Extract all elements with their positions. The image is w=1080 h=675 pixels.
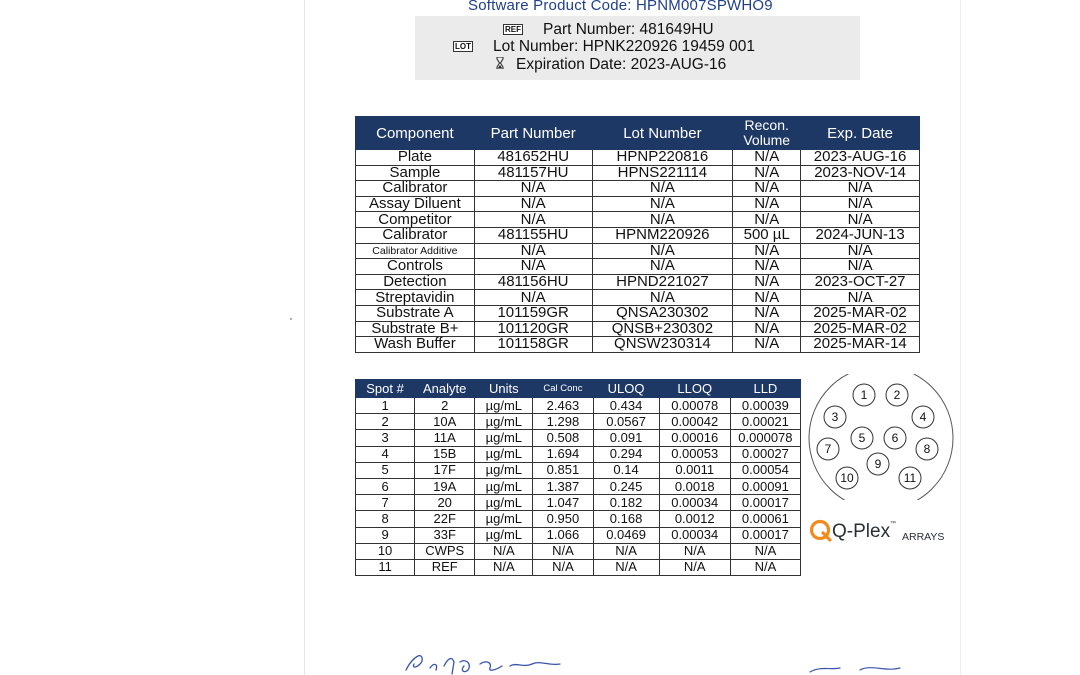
col-recon-volume: Recon. Volume bbox=[733, 117, 801, 150]
table-cell: 500 µL bbox=[733, 227, 801, 243]
col-lot-number: Lot Number bbox=[592, 117, 733, 150]
table-cell: QNSA230302 bbox=[592, 305, 733, 321]
table-cell: 10A bbox=[415, 414, 475, 430]
table-cell: HPNM220926 bbox=[592, 227, 733, 243]
spot-header-row bbox=[356, 380, 801, 398]
table-cell: N/A bbox=[474, 212, 592, 228]
table-cell: 0.00039 bbox=[730, 398, 800, 414]
table-cell: Streptavidin bbox=[356, 290, 475, 306]
table-cell: N/A bbox=[592, 196, 733, 212]
table-cell: Calibrator bbox=[356, 227, 475, 243]
table-cell: 0.245 bbox=[593, 478, 659, 494]
expiration-date: Expiration Date: 2023-AUG-16 bbox=[516, 56, 727, 73]
lot-symbol: LOT bbox=[455, 42, 471, 51]
table-cell: Substrate A bbox=[356, 305, 475, 321]
table-cell: 0.00034 bbox=[659, 527, 730, 543]
table-cell: 481652HU bbox=[474, 150, 592, 166]
table-cell: 1 bbox=[356, 398, 415, 414]
spot-label: 5 bbox=[858, 431, 866, 445]
table-cell: 22F bbox=[415, 511, 475, 527]
table-cell: N/A bbox=[730, 559, 800, 575]
table-cell: 0.00054 bbox=[730, 462, 800, 478]
table-cell: Controls bbox=[356, 259, 475, 275]
part-number: Part Number: 481649HU bbox=[543, 21, 714, 38]
table-row bbox=[356, 430, 801, 446]
table-row bbox=[356, 446, 801, 462]
table-row bbox=[356, 243, 920, 259]
table-cell: 0.00078 bbox=[659, 398, 730, 414]
table-cell: µg/mL bbox=[475, 478, 533, 494]
table-row bbox=[356, 462, 801, 478]
table-cell: N/A bbox=[659, 543, 730, 559]
table-cell: 481157HU bbox=[474, 165, 592, 181]
table-cell: Assay Diluent bbox=[356, 196, 475, 212]
table-row bbox=[356, 495, 801, 511]
table-cell: N/A bbox=[474, 243, 592, 259]
table-cell: N/A bbox=[474, 259, 592, 275]
table-cell: µg/mL bbox=[475, 398, 533, 414]
spot-label: 6 bbox=[891, 431, 899, 445]
table-cell: 0.00091 bbox=[730, 478, 800, 494]
table-cell: N/A bbox=[801, 212, 920, 228]
col-cal-conc: Cal Conc bbox=[533, 380, 593, 398]
table-row bbox=[356, 337, 920, 353]
table-row bbox=[356, 259, 920, 275]
table-row bbox=[356, 196, 920, 212]
ref-symbol: REF bbox=[505, 25, 521, 34]
table-cell: 101120GR bbox=[474, 321, 592, 337]
table-cell: 0.091 bbox=[593, 430, 659, 446]
table-cell: N/A bbox=[801, 290, 920, 306]
table-cell: CWPS bbox=[415, 543, 475, 559]
q-plex-arrays-logo bbox=[808, 512, 958, 548]
table-cell: 6 bbox=[356, 478, 415, 494]
table-cell: 9 bbox=[356, 527, 415, 543]
table-cell: HPNS221114 bbox=[592, 165, 733, 181]
table-row bbox=[356, 511, 801, 527]
table-cell: N/A bbox=[801, 181, 920, 197]
spot-label: 8 bbox=[923, 442, 931, 456]
table-cell: N/A bbox=[801, 243, 920, 259]
table-cell: 7 bbox=[356, 495, 415, 511]
logo-tm: ™ bbox=[890, 521, 896, 527]
table-cell: Plate bbox=[356, 150, 475, 166]
table-cell: 2.463 bbox=[533, 398, 593, 414]
spot-label: 7 bbox=[824, 442, 832, 456]
spot-label: 2 bbox=[893, 388, 901, 402]
col-units: Units bbox=[475, 380, 533, 398]
table-cell: N/A bbox=[733, 243, 801, 259]
table-cell: 4 bbox=[356, 446, 415, 462]
table-cell: 0.182 bbox=[593, 495, 659, 511]
table-cell: 1.387 bbox=[533, 478, 593, 494]
col-lloq: LLOQ bbox=[659, 380, 730, 398]
table-cell: 1.066 bbox=[533, 527, 593, 543]
table-cell: N/A bbox=[592, 181, 733, 197]
table-cell: µg/mL bbox=[475, 462, 533, 478]
table-row bbox=[356, 227, 920, 243]
table-cell: 11A bbox=[415, 430, 475, 446]
table-cell: N/A bbox=[733, 321, 801, 337]
table-cell: N/A bbox=[733, 212, 801, 228]
table-row bbox=[356, 290, 920, 306]
table-cell: 481155HU bbox=[474, 227, 592, 243]
table-cell: N/A bbox=[659, 559, 730, 575]
table-cell: 0.00021 bbox=[730, 414, 800, 430]
components-table bbox=[355, 116, 920, 353]
table-cell: N/A bbox=[592, 243, 733, 259]
table-cell: µg/mL bbox=[475, 511, 533, 527]
table-cell: N/A bbox=[533, 543, 593, 559]
table-cell: 0.434 bbox=[593, 398, 659, 414]
spot-label: 11 bbox=[903, 471, 917, 485]
spot-label: 10 bbox=[840, 471, 854, 485]
table-cell: 2025-MAR-14 bbox=[801, 337, 920, 353]
table-cell: 0.950 bbox=[533, 511, 593, 527]
table-cell: µg/mL bbox=[475, 430, 533, 446]
table-cell: 0.0011 bbox=[659, 462, 730, 478]
table-row bbox=[356, 150, 920, 166]
table-cell: 0.0018 bbox=[659, 478, 730, 494]
table-cell: 8 bbox=[356, 511, 415, 527]
table-row bbox=[356, 212, 920, 228]
table-cell: N/A bbox=[474, 181, 592, 197]
table-cell: 0.00061 bbox=[730, 511, 800, 527]
table-cell: µg/mL bbox=[475, 446, 533, 462]
col-analyte: Analyte bbox=[415, 380, 475, 398]
table-cell: Calibrator bbox=[356, 181, 475, 197]
table-cell: 0.0012 bbox=[659, 511, 730, 527]
table-cell: N/A bbox=[475, 559, 533, 575]
table-cell: Competitor bbox=[356, 212, 475, 228]
spot-label: 4 bbox=[919, 410, 927, 424]
table-cell: 2023-OCT-27 bbox=[801, 274, 920, 290]
table-cell: N/A bbox=[533, 559, 593, 575]
col-uloq: ULOQ bbox=[593, 380, 659, 398]
col-exp-date: Exp. Date bbox=[801, 117, 920, 150]
lot-number: Lot Number: HPNK220926 19459 001 bbox=[493, 38, 755, 55]
table-cell: N/A bbox=[474, 290, 592, 306]
table-row bbox=[356, 274, 920, 290]
spot-label: 1 bbox=[860, 388, 868, 402]
table-cell: 1.694 bbox=[533, 446, 593, 462]
table-cell: 0.00042 bbox=[659, 414, 730, 430]
table-cell: 17F bbox=[415, 462, 475, 478]
table-cell: 0.00017 bbox=[730, 495, 800, 511]
table-cell: 10 bbox=[356, 543, 415, 559]
table-cell: N/A bbox=[592, 259, 733, 275]
table-cell: N/A bbox=[593, 543, 659, 559]
table-row bbox=[356, 543, 801, 559]
table-row bbox=[356, 527, 801, 543]
table-cell: N/A bbox=[733, 196, 801, 212]
table-cell: 2 bbox=[356, 414, 415, 430]
col-component: Component bbox=[356, 117, 475, 150]
table-cell: N/A bbox=[801, 196, 920, 212]
table-cell: 2025-MAR-02 bbox=[801, 305, 920, 321]
table-cell: 33F bbox=[415, 527, 475, 543]
table-cell: Wash Buffer bbox=[356, 337, 475, 353]
table-cell: 481156HU bbox=[474, 274, 592, 290]
hourglass-icon bbox=[496, 57, 504, 69]
page-edge-left bbox=[304, 0, 305, 675]
table-cell: 101158GR bbox=[474, 337, 592, 353]
components-header-row bbox=[356, 117, 920, 150]
table-cell: 0.14 bbox=[593, 462, 659, 478]
table-cell: 5 bbox=[356, 462, 415, 478]
table-cell: µg/mL bbox=[475, 414, 533, 430]
table-row bbox=[356, 165, 920, 181]
logo-brand: Q-Plex bbox=[832, 521, 891, 542]
table-cell: Substrate B+ bbox=[356, 321, 475, 337]
well-outline bbox=[809, 374, 953, 500]
table-cell: 1.298 bbox=[533, 414, 593, 430]
spot-layout-diagram bbox=[808, 374, 958, 500]
table-cell: 0.0567 bbox=[593, 414, 659, 430]
table-cell: HPND221027 bbox=[592, 274, 733, 290]
table-cell: 1.047 bbox=[533, 495, 593, 511]
table-cell: 11 bbox=[356, 559, 415, 575]
table-row bbox=[356, 478, 801, 494]
table-cell: 0.00027 bbox=[730, 446, 800, 462]
table-row bbox=[356, 559, 801, 575]
table-cell: 2025-MAR-02 bbox=[801, 321, 920, 337]
table-row bbox=[356, 414, 801, 430]
table-cell: QNSW230314 bbox=[592, 337, 733, 353]
table-cell: 20 bbox=[415, 495, 475, 511]
table-cell: µg/mL bbox=[475, 527, 533, 543]
table-cell: N/A bbox=[733, 290, 801, 306]
table-cell: 0.000078 bbox=[730, 430, 800, 446]
handwritten-signature bbox=[400, 648, 580, 675]
table-cell: Sample bbox=[356, 165, 475, 181]
table-row bbox=[356, 398, 801, 414]
table-cell: N/A bbox=[733, 150, 801, 166]
table-cell: 3 bbox=[356, 430, 415, 446]
table-cell: 0.00034 bbox=[659, 495, 730, 511]
table-row bbox=[356, 181, 920, 197]
col-lld: LLD bbox=[730, 380, 800, 398]
table-cell: 0.851 bbox=[533, 462, 593, 478]
table-row bbox=[356, 305, 920, 321]
table-cell: 0.294 bbox=[593, 446, 659, 462]
table-cell: N/A bbox=[593, 559, 659, 575]
table-cell: N/A bbox=[801, 259, 920, 275]
spot-label: 3 bbox=[831, 410, 839, 424]
table-cell: 101159GR bbox=[474, 305, 592, 321]
table-cell: N/A bbox=[592, 290, 733, 306]
table-cell: 2 bbox=[415, 398, 475, 414]
table-cell: N/A bbox=[730, 543, 800, 559]
col-spot: Spot # bbox=[356, 380, 415, 398]
table-cell: Detection bbox=[356, 274, 475, 290]
table-cell: 2024-JUN-13 bbox=[801, 227, 920, 243]
table-cell: 0.00017 bbox=[730, 527, 800, 543]
table-cell: 0.00016 bbox=[659, 430, 730, 446]
col-part-number: Part Number bbox=[474, 117, 592, 150]
table-cell: QNSB+230302 bbox=[592, 321, 733, 337]
table-cell: Calibrator Additive bbox=[356, 243, 475, 259]
table-cell: N/A bbox=[592, 212, 733, 228]
table-cell: µg/mL bbox=[475, 495, 533, 511]
table-cell: 2023-NOV-14 bbox=[801, 165, 920, 181]
table-cell: 0.168 bbox=[593, 511, 659, 527]
table-cell: N/A bbox=[733, 305, 801, 321]
spot-table bbox=[355, 379, 801, 576]
table-cell: N/A bbox=[733, 337, 801, 353]
table-row bbox=[356, 321, 920, 337]
page-edge-right bbox=[960, 0, 961, 675]
table-cell: REF bbox=[415, 559, 475, 575]
table-cell: 0.508 bbox=[533, 430, 593, 446]
table-cell: HPNP220816 bbox=[592, 150, 733, 166]
product-label bbox=[415, 16, 860, 80]
table-cell: N/A bbox=[474, 196, 592, 212]
table-cell: 0.00053 bbox=[659, 446, 730, 462]
logo-suffix: ARRAYS bbox=[902, 531, 945, 543]
table-cell: N/A bbox=[475, 543, 533, 559]
table-cell: N/A bbox=[733, 165, 801, 181]
spot-label: 9 bbox=[874, 457, 882, 471]
table-cell: N/A bbox=[733, 181, 801, 197]
table-cell: 19A bbox=[415, 478, 475, 494]
table-cell: 15B bbox=[415, 446, 475, 462]
table-cell: N/A bbox=[733, 274, 801, 290]
table-cell: N/A bbox=[733, 259, 801, 275]
table-cell: 2023-AUG-16 bbox=[801, 150, 920, 166]
handwritten-initials bbox=[800, 660, 920, 675]
software-product-code: Software Product Code: HPNM007SPWHO9 bbox=[468, 0, 773, 14]
scan-speck bbox=[290, 318, 292, 320]
table-cell: 0.0469 bbox=[593, 527, 659, 543]
